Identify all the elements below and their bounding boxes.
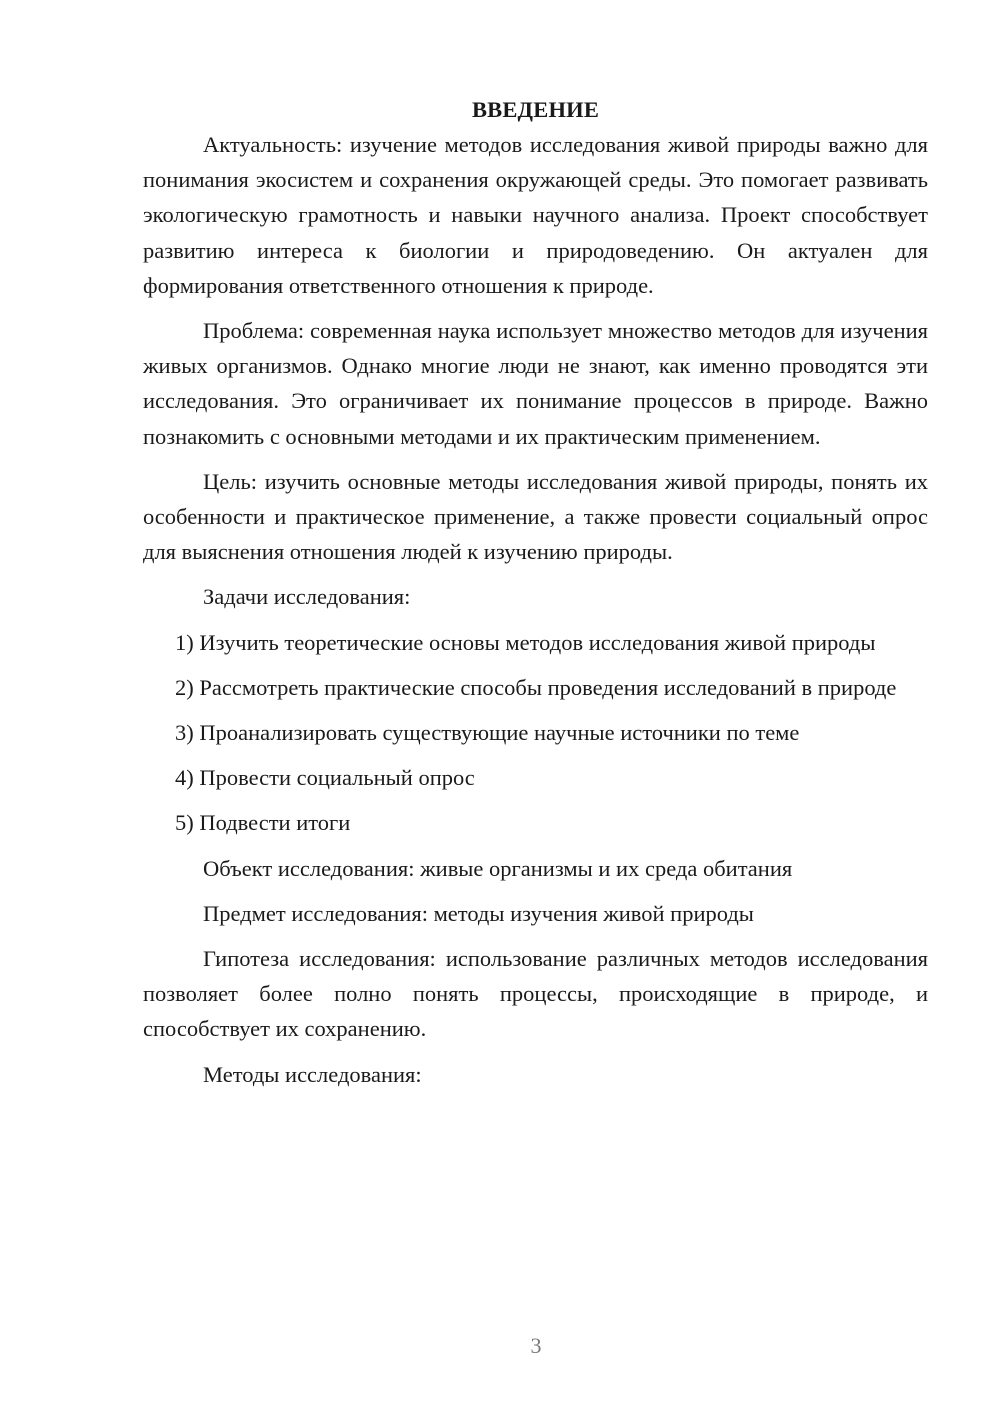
- object-paragraph: Объект исследования: живые организмы и их среда обитания: [203, 855, 793, 881]
- task-item-2: 2) Рассмотреть практические способы проведения исследований в природе: [175, 674, 897, 700]
- subject-paragraph: Предмет исследования: методы изучения живой природы: [203, 900, 754, 926]
- relevance-paragraph: Актуальность: изучение методов исследования живой природы важно для понимания экосистем и сохранения окружающей среды. Это помогает развивать экологическую грамотность и навыки научного анализа. Проект способствует развитию интереса к биологии и природоведению. Он актуален для формирования ответственного отношения к природе.: [143, 132, 928, 298]
- hypothesis-paragraph: Гипотеза исследования: использование различных методов исследования позволяет более полно понять процессы, происходящие в природе, и способствует их сохранению.: [143, 946, 928, 1042]
- page-content: [143, 92, 928, 1092]
- task-item-1: 1) Изучить теоретические основы методов исследования живой природы: [175, 629, 876, 655]
- section-title: ВВЕДЕНИЕ: [471, 97, 600, 122]
- task-item-5: 5) Подвести итоги: [175, 810, 351, 836]
- problem-paragraph: Проблема: современная наука использует множество методов для изучения живых организмов. Однако многие люди не знают, как именно проводятся эти исследования. Это ограничивает их понимание процессов в природе. Важно познакомить с основными методами и их практическим применением.: [143, 318, 928, 449]
- page-number: 3: [530, 1333, 542, 1358]
- task-item-3: 3) Проанализировать существующие научные источники по теме: [175, 720, 800, 746]
- tasks-heading: Задачи исследования:: [203, 584, 411, 610]
- task-item-4: 4) Провести социальный опрос: [175, 765, 475, 791]
- methods-heading: Методы исследования:: [203, 1061, 422, 1087]
- goal-paragraph: Цель: изучить основные методы исследования живой природы, понять их особенности и практическое применение, а также провести социальный опрос для выяснения отношения людей к изучению природы.: [143, 468, 928, 565]
